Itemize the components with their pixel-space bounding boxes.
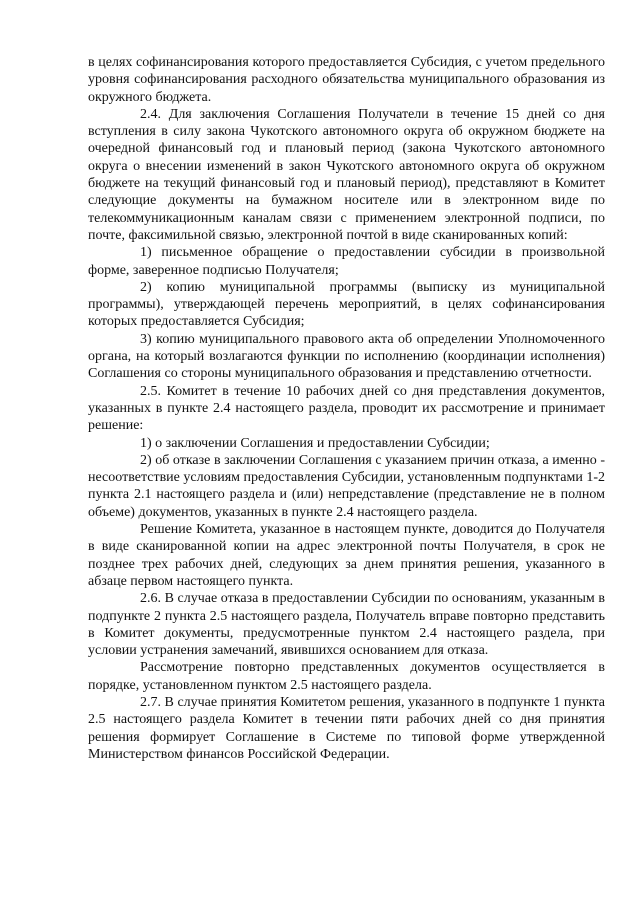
paragraph-decision-notice: Решение Комитета, указанное в настоящем пункте, доводится до Получателя в виде сканированной копии на адрес электронной почты Получателя, в срок не позднее трех рабочих дней, следующих за днем принятия решения, указанного в абзаце первом настоящего пункта. [88, 522, 605, 589]
paragraph-continuation: в целях софинансирования которого предоставляется Субсидия, с учетом предельного уровня софинансирования расходного обязательства муниципального образования из окружного бюджета. [88, 55, 605, 105]
document-page [88, 54, 605, 763]
paragraph-2-4: 2.4. Для заключения Соглашения Получатели в течение 15 дней со дня вступления в силу закона Чукотского автономного округа об окружном бюджете на очередной финансовый год и плановый период (закона Чукотского автономного округа о внесении изменений в закон Чукотского автономного округа об окружном бюджете на текущий финансовый год и плановый период), представляют в Комитет следующие документы на бумажном носителе или в электронном виде по телекоммуникационным каналам связи с применением электронной подписи, по почте, факсимильной связью, электронной почтой в виде сканированных копий: [88, 106, 605, 243]
list-item-2-5-1: 1) о заключении Соглашения и предоставлении Субсидии; [140, 435, 490, 451]
paragraph-2-5: 2.5. Комитет в течение 10 рабочих дней со дня представления документов, указанных в пункте 2.4 настоящего раздела, проводит их рассмотрение и принимает решение: [88, 383, 605, 434]
list-item-2-4-2: 2) копию муниципальной программы (выписку из муниципальной программы), утверждающей перечень мероприятий, в целях софинансирования которых предоставляется Субсидия; [88, 279, 605, 330]
paragraph-resubmission: Рассмотрение повторно представленных документов осуществляется в порядке, установленном пунктом 2.5 настоящего раздела. [88, 660, 605, 693]
paragraph-2-6: 2.6. В случае отказа в предоставлении Субсидии по основаниям, указанным в подпункте 2 пункта 2.5 настоящего раздела, Получатель вправе повторно представить в Комитет документы, предусмотренные пунктом 2.4 настоящего раздела, при условии устранения замечаний, явившихся основанием для отказа. [88, 591, 605, 659]
paragraph-2-7: 2.7. В случае принятия Комитетом решения, указанного в подпункте 1 пункта 2.5 настоящего раздела Комитет в течении пяти рабочих дней со дня принятия решения формирует Соглашение в Системе по типовой форме утвержденной Министерством финансов Российской Федерации. [88, 694, 605, 762]
list-item-2-4-1: 1) письменное обращение о предоставлении субсидии в произвольной форме, заверенное подписью Получателя; [88, 245, 605, 278]
list-item-2-4-3: 3) копию муниципального правового акта об определении Уполномоченного органа, на который возлагаются функции по исполнению (координации исполнения) Соглашения со стороны муниципального образования и представлению отчетности. [88, 331, 605, 382]
list-item-2-5-2: 2) об отказе в заключении Соглашения с указанием причин отказа, а именно - несоответствие условиям предоставления Субсидии, установленным подпунктами 1-2 пункта 2.1 настоящего раздела и (или) непредставление (представление не в полном объеме) документов, указанных в пункте 2.4 настоящего раздела. [88, 452, 605, 520]
